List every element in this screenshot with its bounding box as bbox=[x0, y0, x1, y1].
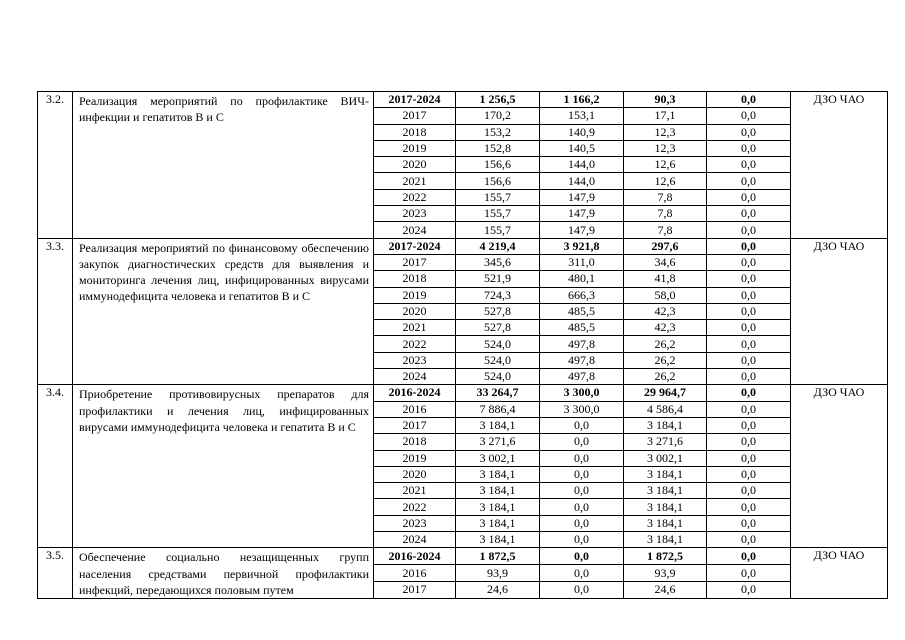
period-cell: 2023 bbox=[374, 206, 456, 222]
total-cell: 527,8 bbox=[456, 303, 540, 319]
okrug-budget-cell: 497,8 bbox=[540, 369, 624, 385]
federal-budget-cell: 93,9 bbox=[624, 565, 707, 582]
total-cell: 3 184,1 bbox=[456, 499, 540, 515]
total-cell: 3 184,1 bbox=[456, 532, 540, 548]
federal-budget-cell: 3 184,1 bbox=[624, 499, 707, 515]
okrug-budget-cell: 144,0 bbox=[540, 157, 624, 173]
federal-budget-cell: 3 002,1 bbox=[624, 450, 707, 466]
other-sources-cell: 0,0 bbox=[707, 124, 791, 140]
okrug-budget-cell: 140,9 bbox=[540, 124, 624, 140]
okrug-budget-cell: 0,0 bbox=[540, 466, 624, 482]
okrug-budget-cell: 0,0 bbox=[540, 417, 624, 433]
section-total-row bbox=[38, 385, 888, 401]
period-cell: 2023 bbox=[374, 352, 456, 368]
federal-budget-cell: 7,8 bbox=[624, 189, 707, 205]
period-cell: 2022 bbox=[374, 189, 456, 205]
period-cell: 2019 bbox=[374, 450, 456, 466]
total-cell: 724,3 bbox=[456, 287, 540, 303]
period-cell: 2017 bbox=[374, 417, 456, 433]
federal-budget-cell: 1 872,5 bbox=[624, 548, 707, 565]
total-cell: 527,8 bbox=[456, 320, 540, 336]
period-cell: 2017 bbox=[374, 254, 456, 270]
total-cell: 1 872,5 bbox=[456, 548, 540, 565]
period-cell: 2022 bbox=[374, 336, 456, 352]
total-cell: 155,7 bbox=[456, 222, 540, 238]
okrug-budget-cell: 480,1 bbox=[540, 271, 624, 287]
okrug-budget-cell: 0,0 bbox=[540, 515, 624, 531]
period-cell: 2024 bbox=[374, 532, 456, 548]
period-cell: 2018 bbox=[374, 434, 456, 450]
total-cell: 1 256,5 bbox=[456, 92, 540, 108]
federal-budget-cell: 24,6 bbox=[624, 582, 707, 599]
other-sources-cell: 0,0 bbox=[707, 108, 791, 124]
federal-budget-cell: 7,8 bbox=[624, 206, 707, 222]
section-description: Обеспечение социально незащищенных групп населения средствами первичной профилактики инфекций, передающихся половым путем bbox=[73, 548, 374, 599]
okrug-budget-cell: 0,0 bbox=[540, 483, 624, 499]
okrug-budget-cell: 153,1 bbox=[540, 108, 624, 124]
period-cell: 2018 bbox=[374, 271, 456, 287]
okrug-budget-cell: 497,8 bbox=[540, 352, 624, 368]
okrug-budget-cell: 0,0 bbox=[540, 434, 624, 450]
other-sources-cell: 0,0 bbox=[707, 532, 791, 548]
other-sources-cell: 0,0 bbox=[707, 515, 791, 531]
total-cell: 152,8 bbox=[456, 140, 540, 156]
other-sources-cell: 0,0 bbox=[707, 271, 791, 287]
federal-budget-cell: 34,6 bbox=[624, 254, 707, 270]
okrug-budget-cell: 0,0 bbox=[540, 532, 624, 548]
section-total-row bbox=[38, 548, 888, 565]
other-sources-cell: 0,0 bbox=[707, 140, 791, 156]
other-sources-cell: 0,0 bbox=[707, 401, 791, 417]
responsible-executor: ДЗО ЧАО bbox=[791, 92, 888, 239]
period-cell: 2024 bbox=[374, 369, 456, 385]
okrug-budget-cell: 485,5 bbox=[540, 303, 624, 319]
other-sources-cell: 0,0 bbox=[707, 303, 791, 319]
other-sources-cell: 0,0 bbox=[707, 582, 791, 599]
okrug-budget-cell: 3 921,8 bbox=[540, 238, 624, 254]
federal-budget-cell: 12,3 bbox=[624, 140, 707, 156]
responsible-executor: ДЗО ЧАО bbox=[791, 548, 888, 599]
federal-budget-cell: 41,8 bbox=[624, 271, 707, 287]
total-cell: 524,0 bbox=[456, 336, 540, 352]
period-cell: 2017 bbox=[374, 582, 456, 599]
federal-budget-cell: 42,3 bbox=[624, 320, 707, 336]
section-description: Реализация мероприятий по профилактике ВИЧ-инфекции и гепатитов В и С bbox=[73, 92, 374, 239]
other-sources-cell: 0,0 bbox=[707, 189, 791, 205]
other-sources-cell: 0,0 bbox=[707, 499, 791, 515]
okrug-budget-cell: 140,5 bbox=[540, 140, 624, 156]
okrug-budget-cell: 0,0 bbox=[540, 450, 624, 466]
federal-budget-cell: 4 586,4 bbox=[624, 401, 707, 417]
section-number: 3.2. bbox=[38, 92, 73, 239]
total-cell: 93,9 bbox=[456, 565, 540, 582]
period-cell: 2023 bbox=[374, 515, 456, 531]
period-cell: 2017-2024 bbox=[374, 92, 456, 108]
other-sources-cell: 0,0 bbox=[707, 254, 791, 270]
other-sources-cell: 0,0 bbox=[707, 466, 791, 482]
other-sources-cell: 0,0 bbox=[707, 222, 791, 238]
other-sources-cell: 0,0 bbox=[707, 434, 791, 450]
federal-budget-cell: 3 184,1 bbox=[624, 483, 707, 499]
period-cell: 2020 bbox=[374, 157, 456, 173]
other-sources-cell: 0,0 bbox=[707, 417, 791, 433]
federal-budget-cell: 7,8 bbox=[624, 222, 707, 238]
okrug-budget-cell: 0,0 bbox=[540, 565, 624, 582]
okrug-budget-cell: 147,9 bbox=[540, 206, 624, 222]
period-cell: 2019 bbox=[374, 287, 456, 303]
other-sources-cell: 0,0 bbox=[707, 352, 791, 368]
okrug-budget-cell: 311,0 bbox=[540, 254, 624, 270]
total-cell: 3 184,1 bbox=[456, 417, 540, 433]
okrug-budget-cell: 3 300,0 bbox=[540, 385, 624, 401]
section-number: 3.3. bbox=[38, 238, 73, 385]
total-cell: 33 264,7 bbox=[456, 385, 540, 401]
federal-budget-cell: 12,6 bbox=[624, 173, 707, 189]
other-sources-cell: 0,0 bbox=[707, 483, 791, 499]
okrug-budget-cell: 144,0 bbox=[540, 173, 624, 189]
federal-budget-cell: 29 964,7 bbox=[624, 385, 707, 401]
okrug-budget-cell: 1 166,2 bbox=[540, 92, 624, 108]
other-sources-cell: 0,0 bbox=[707, 385, 791, 401]
okrug-budget-cell: 666,3 bbox=[540, 287, 624, 303]
federal-budget-cell: 3 271,6 bbox=[624, 434, 707, 450]
section-total-row bbox=[38, 238, 888, 254]
total-cell: 524,0 bbox=[456, 352, 540, 368]
other-sources-cell: 0,0 bbox=[707, 157, 791, 173]
total-cell: 156,6 bbox=[456, 157, 540, 173]
period-cell: 2016 bbox=[374, 401, 456, 417]
period-cell: 2018 bbox=[374, 124, 456, 140]
total-cell: 156,6 bbox=[456, 173, 540, 189]
section-number: 3.4. bbox=[38, 385, 73, 548]
federal-budget-cell: 58,0 bbox=[624, 287, 707, 303]
other-sources-cell: 0,0 bbox=[707, 336, 791, 352]
federal-budget-cell: 26,2 bbox=[624, 352, 707, 368]
okrug-budget-cell: 0,0 bbox=[540, 582, 624, 599]
section-total-row bbox=[38, 92, 888, 108]
period-cell: 2016-2024 bbox=[374, 548, 456, 565]
total-cell: 4 219,4 bbox=[456, 238, 540, 254]
federal-budget-cell: 3 184,1 bbox=[624, 417, 707, 433]
total-cell: 521,9 bbox=[456, 271, 540, 287]
period-cell: 2021 bbox=[374, 320, 456, 336]
total-cell: 24,6 bbox=[456, 582, 540, 599]
total-cell: 3 184,1 bbox=[456, 483, 540, 499]
federal-budget-cell: 17,1 bbox=[624, 108, 707, 124]
okrug-budget-cell: 147,9 bbox=[540, 189, 624, 205]
period-cell: 2021 bbox=[374, 173, 456, 189]
budget-table bbox=[37, 91, 888, 599]
other-sources-cell: 0,0 bbox=[707, 369, 791, 385]
period-cell: 2016-2024 bbox=[374, 385, 456, 401]
period-cell: 2017 bbox=[374, 108, 456, 124]
other-sources-cell: 0,0 bbox=[707, 238, 791, 254]
other-sources-cell: 0,0 bbox=[707, 450, 791, 466]
okrug-budget-cell: 0,0 bbox=[540, 548, 624, 565]
other-sources-cell: 0,0 bbox=[707, 548, 791, 565]
total-cell: 153,2 bbox=[456, 124, 540, 140]
other-sources-cell: 0,0 bbox=[707, 287, 791, 303]
federal-budget-cell: 90,3 bbox=[624, 92, 707, 108]
total-cell: 3 184,1 bbox=[456, 515, 540, 531]
total-cell: 3 271,6 bbox=[456, 434, 540, 450]
federal-budget-cell: 12,3 bbox=[624, 124, 707, 140]
federal-budget-cell: 297,6 bbox=[624, 238, 707, 254]
period-cell: 2020 bbox=[374, 303, 456, 319]
period-cell: 2016 bbox=[374, 565, 456, 582]
section-description: Реализация мероприятий по финансовому обеспечению закупок диагностических средств для выявления и мониторинга лечения лиц, инфицированных вирусами иммунодефицита человека и гепатитов В и С bbox=[73, 238, 374, 385]
okrug-budget-cell: 0,0 bbox=[540, 499, 624, 515]
other-sources-cell: 0,0 bbox=[707, 173, 791, 189]
okrug-budget-cell: 147,9 bbox=[540, 222, 624, 238]
total-cell: 155,7 bbox=[456, 206, 540, 222]
section-description: Приобретение противовирусных препаратов для профилактики и лечения лиц, инфицированных вирусами иммунодефицита человека и гепатита В и С bbox=[73, 385, 374, 548]
total-cell: 170,2 bbox=[456, 108, 540, 124]
federal-budget-cell: 3 184,1 bbox=[624, 515, 707, 531]
total-cell: 3 002,1 bbox=[456, 450, 540, 466]
other-sources-cell: 0,0 bbox=[707, 565, 791, 582]
federal-budget-cell: 3 184,1 bbox=[624, 466, 707, 482]
federal-budget-cell: 12,6 bbox=[624, 157, 707, 173]
federal-budget-cell: 42,3 bbox=[624, 303, 707, 319]
okrug-budget-cell: 3 300,0 bbox=[540, 401, 624, 417]
other-sources-cell: 0,0 bbox=[707, 206, 791, 222]
responsible-executor: ДЗО ЧАО bbox=[791, 385, 888, 548]
period-cell: 2017-2024 bbox=[374, 238, 456, 254]
other-sources-cell: 0,0 bbox=[707, 92, 791, 108]
period-cell: 2019 bbox=[374, 140, 456, 156]
other-sources-cell: 0,0 bbox=[707, 320, 791, 336]
okrug-budget-cell: 497,8 bbox=[540, 336, 624, 352]
total-cell: 524,0 bbox=[456, 369, 540, 385]
period-cell: 2021 bbox=[374, 483, 456, 499]
period-cell: 2022 bbox=[374, 499, 456, 515]
federal-budget-cell: 26,2 bbox=[624, 369, 707, 385]
total-cell: 3 184,1 bbox=[456, 466, 540, 482]
federal-budget-cell: 26,2 bbox=[624, 336, 707, 352]
total-cell: 7 886,4 bbox=[456, 401, 540, 417]
total-cell: 345,6 bbox=[456, 254, 540, 270]
period-cell: 2024 bbox=[374, 222, 456, 238]
total-cell: 155,7 bbox=[456, 189, 540, 205]
period-cell: 2020 bbox=[374, 466, 456, 482]
federal-budget-cell: 3 184,1 bbox=[624, 532, 707, 548]
section-number: 3.5. bbox=[38, 548, 73, 599]
okrug-budget-cell: 485,5 bbox=[540, 320, 624, 336]
responsible-executor: ДЗО ЧАО bbox=[791, 238, 888, 385]
